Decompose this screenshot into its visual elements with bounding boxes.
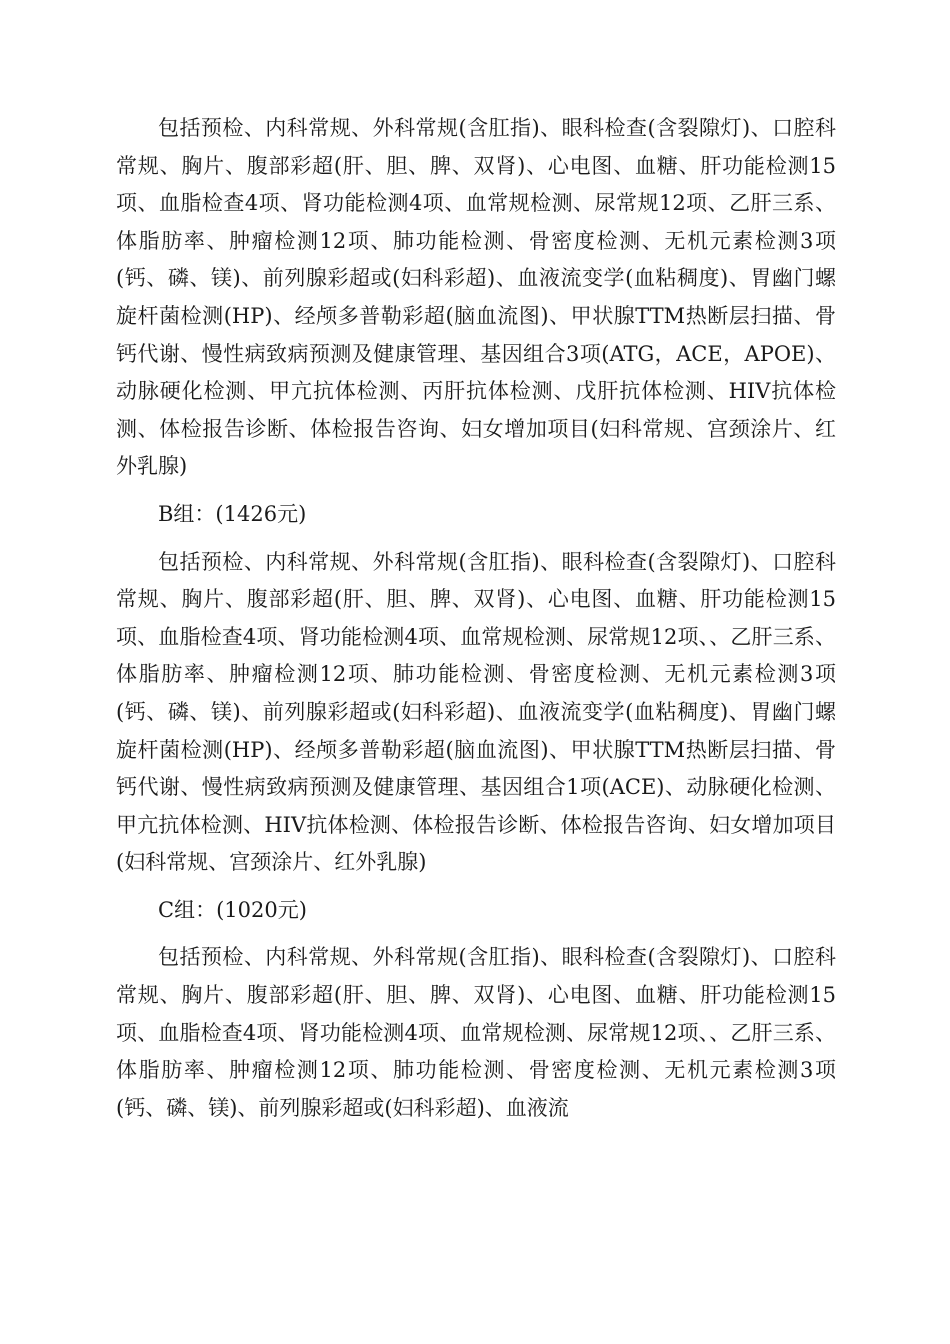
group-a-items-paragraph: 包括预检、内科常规、外科常规(含肛指)、眼科检查(含裂隙灯)、口腔科常规、胸片、腹部彩超(肝、胆、脾、双肾)、心电图、血糖、肝功能检测15项、血脂检查4项、肾功能检测4项、血常规检测、尿常规12项、乙肝三系、体脂肪率、肿瘤检测12项、肺功能检测、骨密度检测、无机元素检测3项(钙、磷、镁)、前列腺彩超或(妇科彩超)、血液流变学(血粘稠度)、胃幽门螺旋杆菌检测(HP)、经颅多普勒彩超(脑血流图)、甲状腺TTM热断层扫描、骨钙代谢、慢性病致病预测及健康管理、基因组合3项(ATG，ACE，APOE)、动脉硬化检测、甲亢抗体检测、丙肝抗体检测、戊肝抗体检测、HIV抗体检测、体检报告诊断、体检报告咨询、妇女增加项目(妇科常规、宫颈涂片、红外乳腺) (116, 116, 836, 479)
group-c-heading: C组：(1020元) (158, 897, 307, 922)
document-page (116, 110, 836, 1127)
group-b-heading: B组：(1426元) (158, 501, 307, 526)
group-b-items-paragraph: 包括预检、内科常规、外科常规(含肛指)、眼科检查(含裂隙灯)、口腔科常规、胸片、腹部彩超(肝、胆、脾、双肾)、心电图、血糖、肝功能检测15项、血脂检查4项、肾功能检测4项、血常规检测、尿常规12项、、乙肝三系、体脂肪率、肿瘤检测12项、肺功能检测、骨密度检测、无机元素检测3项(钙、磷、镁)、前列腺彩超或(妇科彩超)、血液流变学(血粘稠度)、胃幽门螺旋杆菌检测(HP)、经颅多普勒彩超(脑血流图)、甲状腺TTM热断层扫描、骨钙代谢、慢性病致病预测及健康管理、基因组合1项(ACE)、动脉硬化检测、甲亢抗体检测、HIV抗体检测、体检报告诊断、体检报告咨询、妇女增加项目(妇科常规、宫颈涂片、红外乳腺) (116, 549, 836, 875)
group-c-items-paragraph: 包括预检、内科常规、外科常规(含肛指)、眼科检查(含裂隙灯)、口腔科常规、胸片、腹部彩超(肝、胆、脾、双肾)、心电图、血糖、肝功能检测15项、血脂检查4项、肾功能检测4项、血常规检测、尿常规12项、、乙肝三系、体脂肪率、肿瘤检测12项、肺功能检测、骨密度检测、无机元素检测3项(钙、磷、镁)、前列腺彩超或(妇科彩超)、血液流 (116, 945, 836, 1120)
